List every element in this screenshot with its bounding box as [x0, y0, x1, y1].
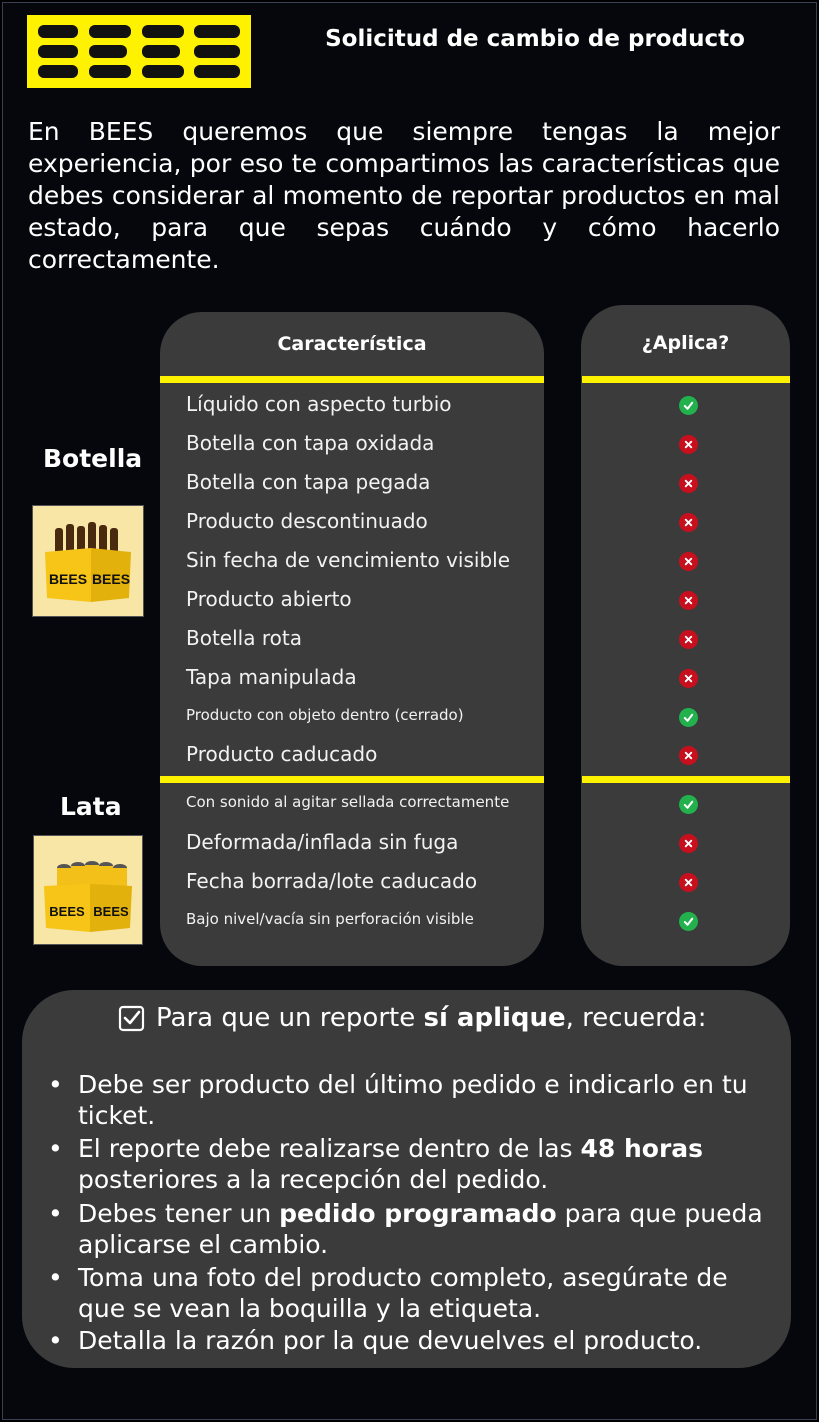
note-bold: 48 horas [580, 1134, 704, 1163]
feature-row-label: Producto descontinuado [186, 509, 428, 533]
cross-icon [679, 552, 698, 571]
feature-row-label: Botella con tapa oxidada [186, 431, 435, 455]
feature-row-label: Sin fecha de vencimiento visible [186, 548, 511, 572]
check-icon [679, 795, 698, 814]
bees-logo [27, 15, 251, 88]
notes-heading-post: , recuerda: [565, 1003, 707, 1033]
cross-icon [679, 873, 698, 892]
checkbox-icon [118, 1004, 146, 1032]
feature-column-header: Característica [277, 333, 427, 355]
note-text: posteriores a la recepción del pedido. [78, 1165, 549, 1194]
page-title: Solicitud de cambio de producto [325, 26, 745, 52]
notes-heading [118, 1003, 707, 1033]
cross-icon [679, 474, 698, 493]
feature-row-label: Líquido con aspecto turbio [186, 392, 452, 416]
note-text: Debes tener un [78, 1199, 280, 1228]
feature-row-label: Tapa manipulada [186, 665, 357, 689]
header-divider [160, 376, 544, 383]
can-pack-image [33, 835, 143, 945]
header-divider [582, 376, 790, 383]
bottle-pack-label: BEES [91, 571, 131, 587]
bottle-pack-image [32, 505, 144, 617]
check-icon [679, 708, 698, 727]
feature-row-label: Producto abierto [186, 587, 352, 611]
cross-icon [679, 834, 698, 853]
note-bold: pedido programado [279, 1199, 557, 1228]
feature-row-label: Fecha borrada/lote caducado [186, 869, 478, 893]
check-icon [679, 912, 698, 931]
cross-icon [679, 513, 698, 532]
check-icon [679, 396, 698, 415]
section-label-lata: Lata [60, 792, 122, 821]
feature-row-label: Bajo nivel/vacía sin perforación visible [186, 910, 474, 928]
feature-row-label: Deformada/inflada sin fuga [186, 830, 459, 854]
cross-icon [679, 630, 698, 649]
can-pack-label: BEES [93, 904, 129, 919]
feature-row-label: Con sonido al agitar sellada correctamente [186, 793, 510, 811]
feature-row-label: Botella rota [186, 626, 302, 650]
notes-heading-bold: sí aplique [423, 1003, 566, 1033]
intro-paragraph: En BEES queremos que siempre tengas la mejor experiencia, por eso te compartimos las características que debes considerar al momento de reportar productos en mal estado, para que sepas cuándo y cómo hacerlo correctamente. [28, 117, 780, 274]
section-divider [160, 776, 544, 783]
applies-column-header: ¿Aplica? [641, 332, 730, 354]
cross-icon [679, 435, 698, 454]
cross-icon [679, 669, 698, 688]
bees-logo-wordmark [34, 23, 244, 81]
note-text: para que pueda aplicarse el cambio. [78, 1199, 763, 1259]
cross-icon [679, 746, 698, 765]
notes-heading-pre: Para que un reporte [156, 1003, 424, 1033]
feature-row-label: Producto caducado [186, 742, 378, 766]
can-pack-label: BEES [49, 904, 85, 919]
note-text: El reporte debe realizarse dentro de las [78, 1134, 581, 1163]
feature-row-label: Producto con objeto dentro (cerrado) [186, 706, 464, 724]
feature-row-label: Botella con tapa pegada [186, 470, 431, 494]
note-text: Toma una foto del producto completo, asegúrate de que se vean la boquilla y la etiqueta. [78, 1263, 728, 1323]
section-divider [582, 776, 790, 783]
section-label-botella: Botella [43, 444, 143, 473]
note-text: Detalla la razón por la que devuelves el producto. [78, 1326, 703, 1355]
bottle-pack-label: BEES [48, 571, 88, 587]
cross-icon [679, 591, 698, 610]
note-text: Debe ser producto del último pedido e indicarlo en tu ticket. [78, 1070, 748, 1130]
